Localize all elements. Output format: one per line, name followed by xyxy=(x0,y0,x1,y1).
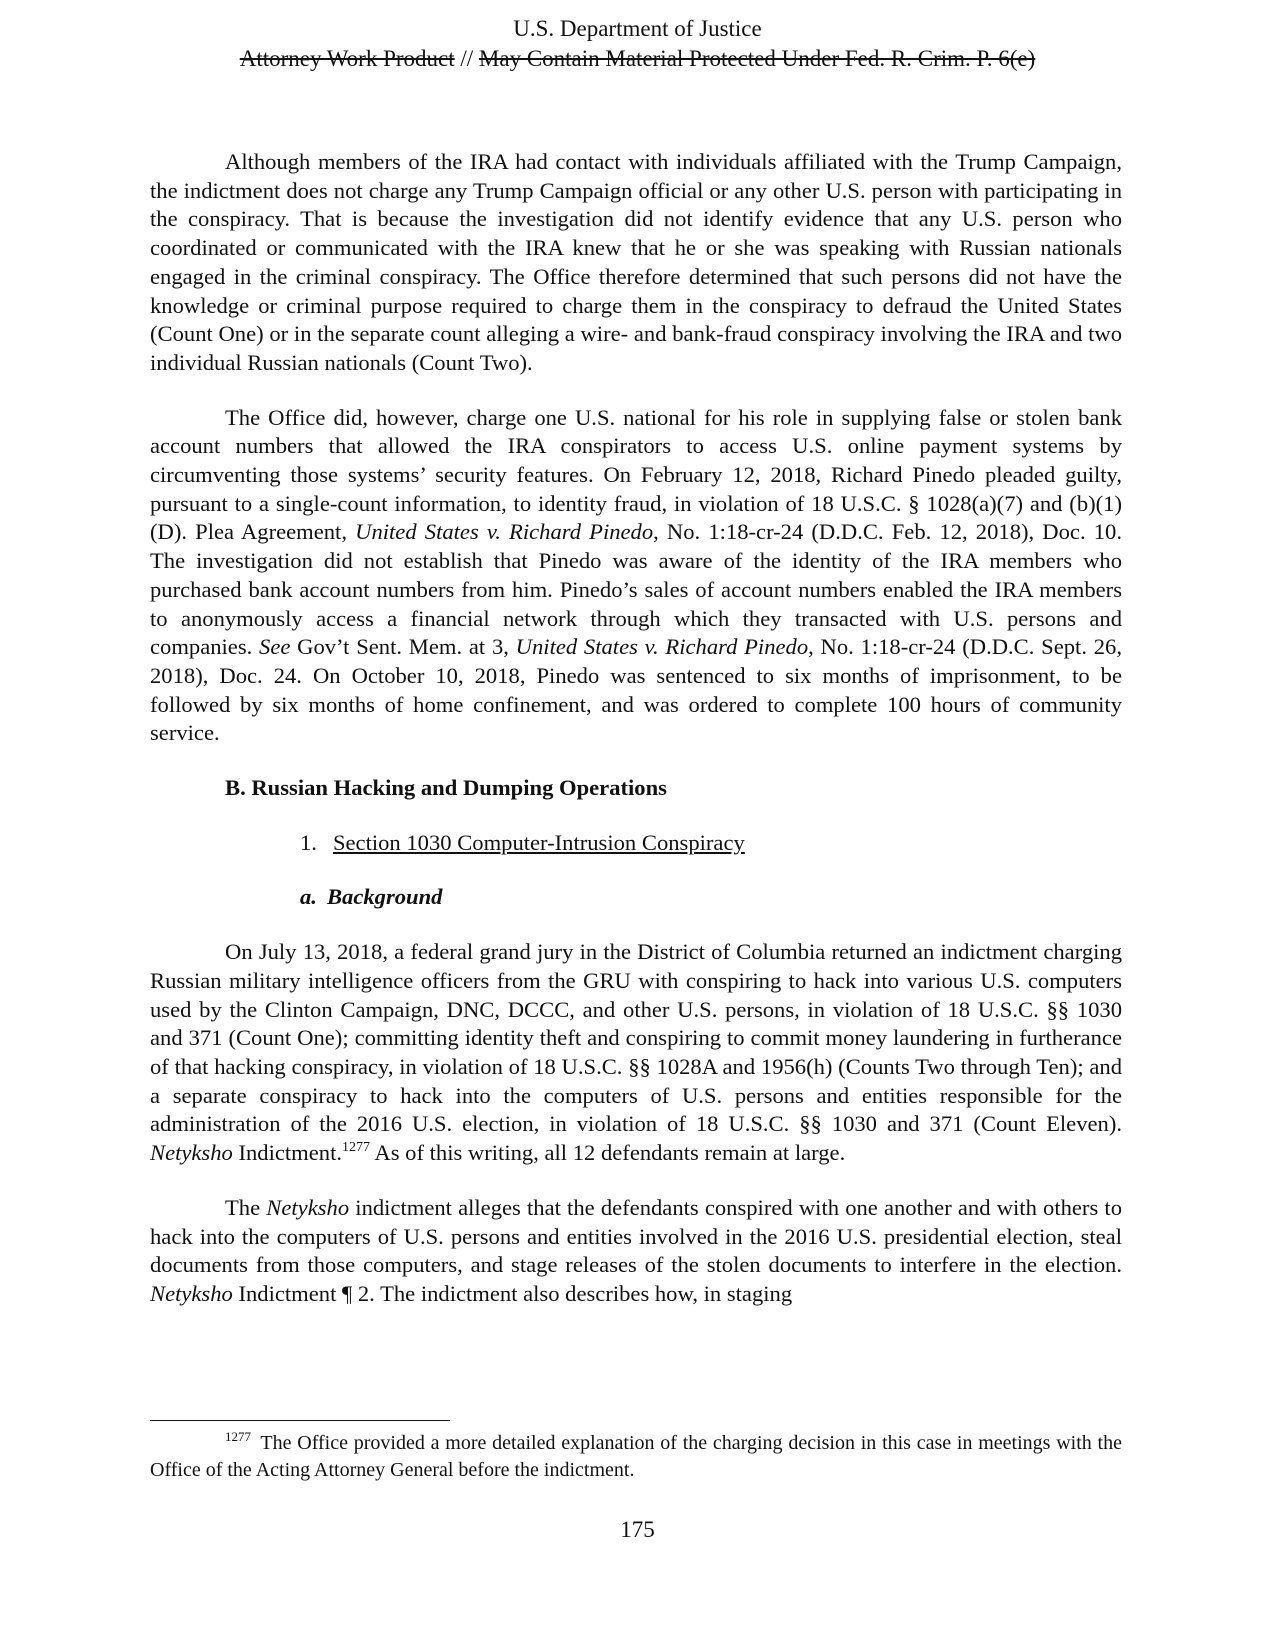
signal-see: See xyxy=(259,634,291,660)
paragraph-gru-indictment xyxy=(150,938,1122,1168)
work-product-notice xyxy=(0,44,1275,74)
footnote-divider xyxy=(150,1420,450,1421)
subheading-title: Background xyxy=(326,884,443,910)
footnote-reference[interactable]: 1277 xyxy=(342,1140,371,1156)
paragraph-netyksho-text-1: The xyxy=(225,1194,267,1220)
paragraph-pinedo-text-3: Gov’t Sent. Mem. at 3, xyxy=(290,634,516,660)
paragraph-gru-text-2: Indictment. xyxy=(232,1140,343,1166)
subsection-title: Section 1030 Computer-Intrusion Conspiracy xyxy=(332,829,745,855)
notice-grand-jury: May Contain Material Protected Under Fed. R. Crim. P. 6(e) xyxy=(478,46,1036,71)
paragraph-netyksho-allegations xyxy=(150,1194,1122,1309)
paragraph-pinedo-text-1: The Office did, however, charge one U.S. national for his role in supplying false or stolen bank account numbers that allowed the IRA conspirators to access U.S. online payment systems by circumventing those systems’ security features. On February 12, 2018, Richard Pinedo pleaded guilty, pursuant to a single-count information, to identity fraud, in violation of 18 U.S.C. § 1028(a)(7) and (b)(1)(D). Plea Agreement, xyxy=(150,404,1122,545)
paragraph-netyksho-text-3: Indictment ¶ 2. The indictment also describes how, in staging xyxy=(232,1280,793,1306)
notice-attorney-work-product: Attorney Work Product xyxy=(239,46,455,71)
paragraph-netyksho-text-2: indictment alleges that the defendants conspired with one another and with others to hack into the computers of U.S. persons and entities involved in the 2016 U.S. presidential election, steal documents from those computers, and stage releases of the stolen documents to interfere in the election. xyxy=(150,1194,1122,1278)
footnote-text: The Office provided a more detailed explanation of the charging decision in this case in meetings with the Office of the Acting Attorney General before the indictment. xyxy=(150,1432,1122,1481)
page-header xyxy=(0,14,1275,74)
case-citation-pinedo-2: United States v. Richard Pinedo xyxy=(515,634,809,660)
case-citation-pinedo: United States v. Richard Pinedo xyxy=(355,519,654,545)
page-number: 175 xyxy=(620,1517,655,1542)
department-name: U.S. Department of Justice xyxy=(513,16,762,41)
subheading-label: a. xyxy=(300,884,317,910)
subsection-number: 1. xyxy=(300,829,317,855)
subsection-heading-1 xyxy=(300,829,1122,858)
paragraph-gru-text-1: On July 13, 2018, a federal grand jury in the District of Columbia returned an indictment charging Russian military intelligence officers from the GRU with conspiring to hack into various U.S. computers used by the Clinton Campaign, DNC, DCCC, and other U.S. persons, in violation of 18 U.S.C. §§ 1030 and 371 (Count One); committing identity theft and conspiring to commit money laundering in furtherance of that hacking conspiracy, in violation of 18 U.S.C. §§ 1028A and 1956(h) (Counts Two through Ten); and a separate conspiracy to hack into the computers of U.S. persons and entities responsible for the administration of the 2016 U.S. election, in violation of 18 U.S.C. §§ 1030 and 371 (Count Eleven). xyxy=(150,939,1122,1137)
paragraph-gru-text-3: As of this writing, all 12 defendants remain at large. xyxy=(370,1140,846,1166)
paragraph-ira-no-us-charges: Although members of the IRA had contact with individuals affiliated with the Trump Campaign, the indictment does not charge any Trump Campaign official or any other U.S. person with participating in the conspiracy. That is because the investigation did not identify evidence that any U.S. person who coordinated or communicated with the IRA knew that he or she was speaking with Russian nationals engaged in the criminal conspiracy. The Office therefore determined that such persons did not have the knowledge or criminal purpose required to charge them in the conspiracy to defraud the United States (Count One) or in the separate count alleging a wire- and bank-fraud conspiracy involving the IRA and two individual Russian nationals (Count Two). xyxy=(150,149,1122,375)
case-name-netyksho-3: Netyksho xyxy=(150,1280,233,1306)
footnote-number: 1277 xyxy=(225,1429,251,1444)
paragraph-pinedo xyxy=(150,404,1122,748)
footnote-1277 xyxy=(150,1430,1122,1484)
page-body xyxy=(150,148,1122,1335)
case-name-netyksho-2: Netyksho xyxy=(266,1194,350,1220)
paragraph-pinedo-text-2: , No. 1:18-cr-24 (D.D.C. Feb. 12, 2018), Doc. 10. The investigation did not establish that Pinedo was aware of the identity of the IRA members who purchased bank account numbers from him. Pinedo’s sales of account numbers enabled the IRA members to anonymously access a financial network through which they transacted with U.S. persons and companies. xyxy=(150,519,1122,660)
subheading-a xyxy=(300,883,1122,912)
case-name-netyksho: Netyksho xyxy=(150,1140,233,1166)
notice-separator: // xyxy=(460,46,474,71)
section-heading-b: B. Russian Hacking and Dumping Operations xyxy=(225,775,667,801)
paragraph-pinedo-text-4: , No. 1:18-cr-24 (D.D.C. Sept. 26, 2018), Doc. 24. On October 10, 2018, Pinedo was sentenced to six months of imprisonment, to be followed by six months of home confinement, and was ordered to complete 100 hours of community service. xyxy=(150,634,1122,746)
